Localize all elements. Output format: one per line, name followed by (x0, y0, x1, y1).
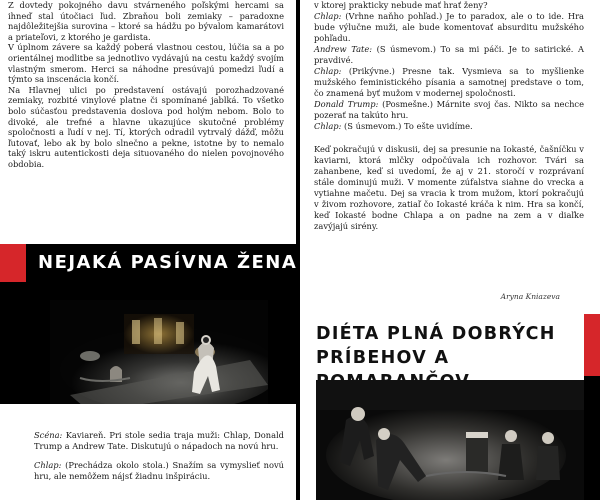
speaker-label: Andrew Tate: (314, 44, 373, 54)
dialogue-text: Kaviareň. Pri stole sedia traja muži: Chlap, Donald Trump a Andrew Tate. Diskutujú o nápadoch na novú hru. (34, 430, 284, 451)
speaker-label: Chlap: (314, 11, 342, 21)
stage-photo-illustration (50, 300, 268, 412)
stage-photo (316, 380, 584, 500)
stage-photo-illustration (316, 380, 584, 500)
dialogue-line (314, 44, 584, 66)
article-title: NEJAKÁ PASÍVNA ŽENA (38, 252, 298, 273)
speaker-label: Scéna: (34, 430, 63, 440)
dialogue-text: v ktorej prakticky nebude mať hrať ženy? (314, 0, 488, 10)
dialogue-text: (Prikývne.) Presne tak. Vysmieva sa to myšlienke mužského feministického písania a samotnej predstave o tom, čo znamená byť mužom v modernej spoločnosti. (314, 66, 584, 98)
article-right (300, 0, 600, 314)
stage-photo (50, 300, 268, 412)
dialogue-line (314, 99, 584, 121)
paragraph: Na Hlavnej ulici po predstavení ostávajú porozhadzované zemiaky, rozbité vinylové platne či spomínané jablká. To všetko bolo súčasťou predstavenia doslova pod holým nebom. Bolo to divoké, ale trefné a hlavne ukazujúce skutočné problémy spoločnosti a ľudí v nej. Tí, ktorých odradil vytrvalý dážď, môžu ľutovať, lebo ak by bolo slnečno a pekne, istotne by to nemalo taký iskru autentickosti deja situovaného do nielen povojnového obdobia. (8, 84, 284, 169)
accent-bar (0, 244, 26, 282)
paragraph: Z dovtedy pokojného davu stvárneného poľskými hercami sa ihneď stal útočiaci ľud. Zbraňou boli zemiaky – paradoxne najdôležitejšia surovina – ktoré sa hádžu po bývalom kamarátovi a priateľovi, z ktorého je gardista. (8, 0, 284, 42)
article-title-line: DIÉTA PLNÁ DOBRÝCH (316, 324, 556, 344)
article-title-line: PRÍBEHOV A (316, 348, 450, 368)
dialogue-line (314, 0, 584, 11)
paragraph: Keď pokračujú v diskusii, dej sa presunie na Iokasté, čašníčku v kaviarni, ktorá mlčky odpočúvala ich rozhovor. Tvári sa zahanbene, keď si uvedomí, že aj v 21. storočí v rozprávaní stále dominujú muži. V momente zúfalstva siahne do vrecka a vytiahne mačetu. Dej sa vracia k trom mužom, ktorí pokračujú v živom rozhovore, zatiaľ čo Iokasté kráča k nim. Hra sa končí, keď Iokasté bodne Chlapa a on padne na zem a v diaľke zavýjajú sirény. (314, 144, 584, 231)
dialogue-text: (S úsmevom.) To ešte uvidíme. (341, 121, 473, 131)
article-left-body (0, 404, 296, 500)
paragraph: V úplnom závere sa každý poberá vlastnou cestou, lúčia sa a po orientálnej modlitbe sa jednotlivo vydávajú na cestu každý svojím vlastným smerom. Herci sa náhodne presúvajú pomedzi ľudí a týmto sa inscenácia končí. (8, 42, 284, 85)
speaker-label: Chlap: (314, 121, 342, 131)
dialogue-text: (Vrhne naňho pohľad.) Je to paradox, ale o to ide. Hra bude výlučne muži, ale bude komentovať absurditu mužského pohľadu. (314, 11, 584, 43)
speaker-label: Donald Trump: (314, 99, 379, 109)
speaker-label: Chlap: (34, 460, 62, 470)
author-signature: Aryna Kniazeva (500, 292, 560, 301)
dialogue-text: (Posmešne.) Márnite svoj čas. Nikto sa nechce pozerať na takúto hru. (314, 99, 584, 120)
speaker-label: Chlap: (314, 66, 342, 76)
dialogue-line (34, 460, 284, 482)
article-top-left (0, 0, 296, 244)
dialogue-line (314, 121, 584, 132)
dialogue-line (314, 66, 584, 99)
stage-direction (34, 430, 284, 452)
dialogue-text: (S úsmevom.) To sa mi páči. Je to satirické. A pravdivé. (314, 44, 585, 65)
dialogue-line (314, 11, 584, 44)
dialogue-text: (Prechádza okolo stola.) Snažím sa vymyslieť novú hru, ale nemôžem nájsť žiadnu inšpiráciu. (34, 460, 284, 481)
